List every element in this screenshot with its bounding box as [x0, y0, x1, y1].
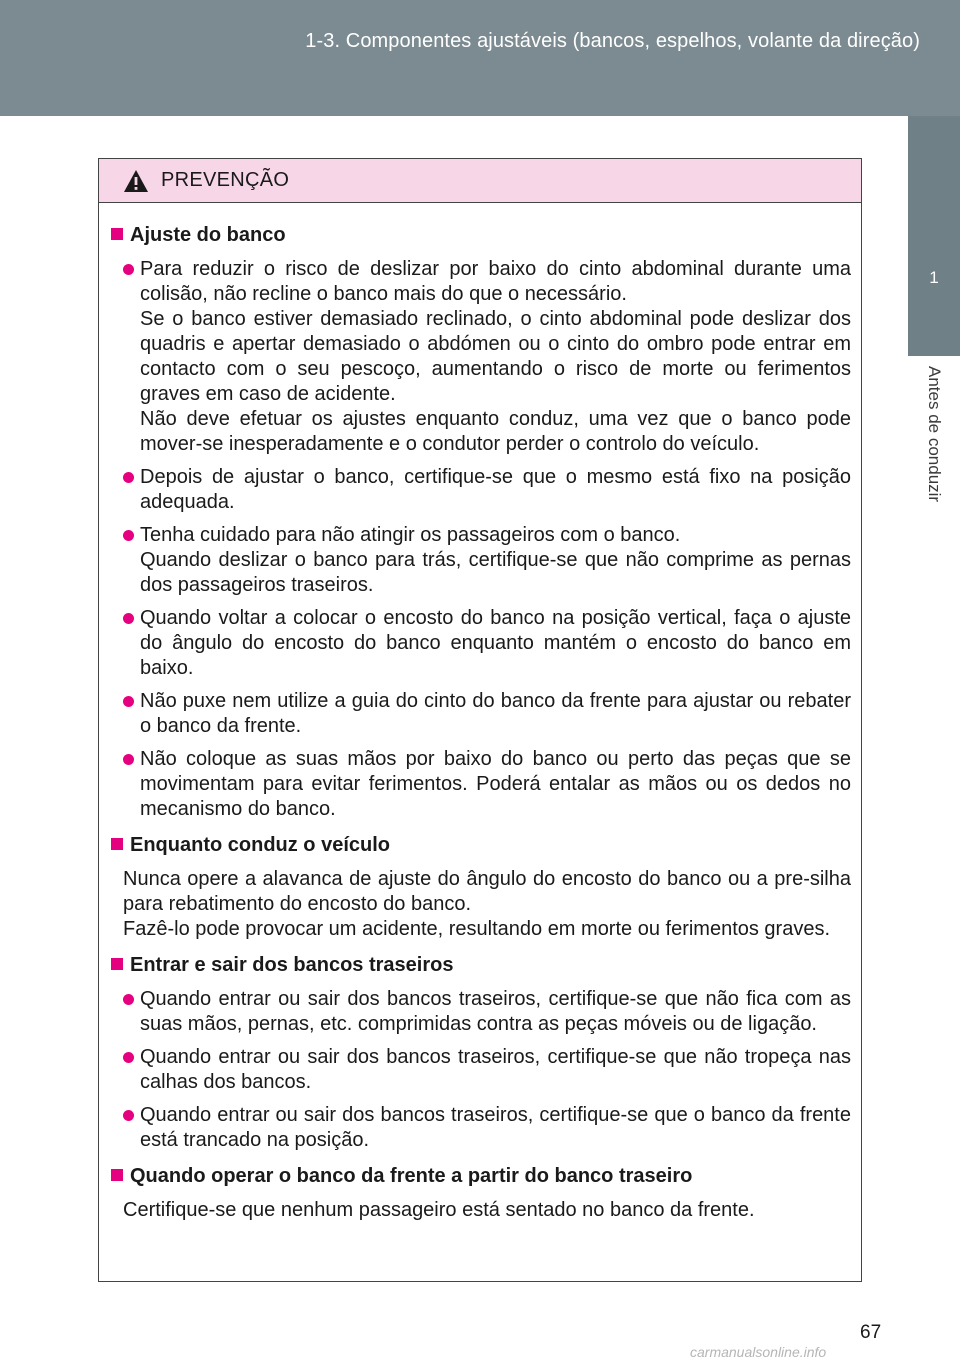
paragraph: Não coloque as suas mãos por baixo do banco ou perto das peças que se movimentam para evitar ferimentos. Poderá entalar as mãos ou os dedos no mecanismo do banco.: [140, 748, 851, 820]
circle-bullet-icon: [123, 994, 134, 1005]
paragraph: Para reduzir o risco de deslizar por baixo do cinto abdominal durante uma colisão, não recline o banco mais do que o necessário.: [140, 258, 851, 305]
circle-bullet-icon: [123, 472, 134, 483]
section-while-driving: [111, 833, 851, 942]
paragraph: Quando entrar ou sair dos bancos traseiros, certifique-se que o banco da frente está trancado na posição.: [140, 1104, 851, 1151]
list-item: [123, 1103, 851, 1153]
section-heading: Entrar e sair dos bancos traseiros: [111, 953, 851, 978]
section-front-seat-from-rear: [111, 1164, 851, 1223]
list-item: [123, 523, 851, 598]
circle-bullet-icon: [123, 1052, 134, 1063]
list-item: [123, 1045, 851, 1095]
paragraph: Tenha cuidado para não atingir os passageiros com o banco.: [140, 524, 681, 546]
list-item: [123, 987, 851, 1037]
circle-bullet-icon: [123, 754, 134, 765]
paragraph: Certifique-se que nenhum passageiro está sentado no banco da frente.: [123, 1199, 755, 1221]
section-rear-seats: [111, 953, 851, 1153]
header-band: [0, 0, 960, 116]
paragraph: Quando voltar a colocar o encosto do banco na posição vertical, faça o ajuste do ângulo do encosto do banco enquanto mantém o encosto do banco em baixo.: [140, 607, 851, 679]
paragraph: Se o banco estiver demasiado reclinado, o cinto abdominal pode deslizar dos quadris e apertar demasiado o abdómen ou o cinto do ombro pode entrar em contacto com o seu pescoço, aumentando o risco de morte ou ferimentos graves em caso de acidente.: [140, 308, 851, 405]
paragraph: Depois de ajustar o banco, certifique-se que o mesmo está fixo na posição adequada.: [140, 466, 851, 513]
watermark: carmanualsonline.info: [690, 1344, 827, 1360]
square-bullet-icon: [111, 958, 123, 970]
paragraph: Nunca opere a alavanca de ajuste do ângulo do encosto do banco ou a pre-silha para rebatimento do encosto do banco.: [123, 868, 851, 915]
square-bullet-icon: [111, 228, 123, 240]
warning-header: [99, 159, 861, 203]
list-item: [123, 689, 851, 739]
warning-title: PREVENÇÃO: [161, 169, 290, 191]
circle-bullet-icon: [123, 696, 134, 707]
warning-box: [98, 158, 862, 1282]
section-heading: Quando operar o banco da frente a partir do banco traseiro: [111, 1164, 851, 1189]
paragraph: Quando entrar ou sair dos bancos traseiros, certifique-se que não tropeça nas calhas dos bancos.: [140, 1046, 851, 1093]
paragraph: Não deve efetuar os ajustes enquanto conduz, uma vez que o banco pode mover-se inesperadamente e o condutor perder o controlo do veículo.: [140, 408, 851, 455]
warning-triangle-icon: [123, 169, 149, 193]
list-item: [123, 606, 851, 681]
circle-bullet-icon: [123, 530, 134, 541]
square-bullet-icon: [111, 1169, 123, 1181]
section-heading: Ajuste do banco: [111, 223, 851, 248]
list-item: [123, 257, 851, 457]
circle-bullet-icon: [123, 1110, 134, 1121]
paragraph: Não puxe nem utilize a guia do cinto do banco da frente para ajustar ou rebater o banco da frente.: [140, 690, 851, 737]
chapter-label: Antes de conduzir: [925, 366, 944, 503]
paragraph: Quando entrar ou sair dos bancos traseiros, certifique-se que não fica com as suas mãos, pernas, etc. comprimidas contra as peças móveis ou de ligação.: [140, 988, 851, 1035]
section-heading: Enquanto conduz o veículo: [111, 833, 851, 858]
paragraph: Fazê-lo pode provocar um acidente, resultando em morte ou ferimentos graves.: [123, 918, 831, 940]
circle-bullet-icon: [123, 264, 134, 275]
circle-bullet-icon: [123, 613, 134, 624]
chapter-tab[interactable]: 1: [908, 116, 960, 356]
list-item: [123, 747, 851, 822]
section-seat-adjustment: [111, 223, 851, 822]
paragraph: Quando deslizar o banco para trás, certifique-se que não comprime as pernas dos passageiros traseiros.: [140, 549, 851, 596]
warning-body: [99, 203, 861, 1223]
square-bullet-icon: [111, 838, 123, 850]
section-title: 1-3. Componentes ajustáveis (bancos, espelhos, volante da direção): [305, 30, 920, 52]
list-item: [123, 465, 851, 515]
page-number: 67: [860, 1322, 882, 1343]
